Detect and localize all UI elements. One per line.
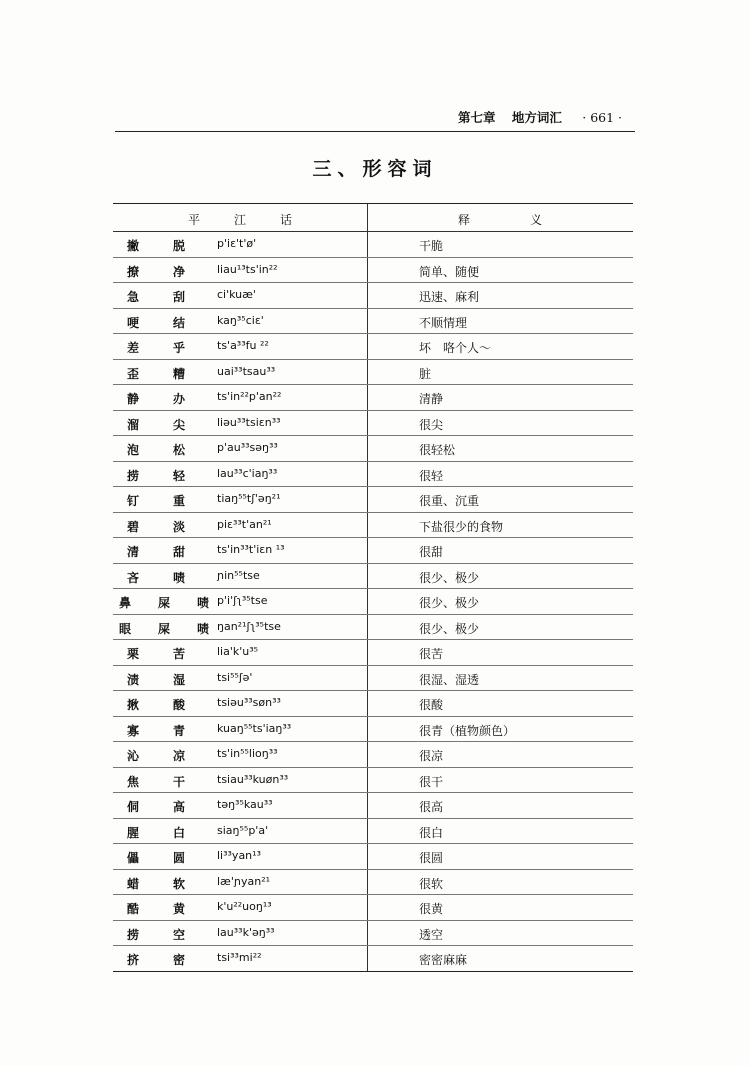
- definition: 很少、极少: [419, 621, 480, 636]
- table-row: [113, 232, 633, 258]
- word-char: 黄: [172, 902, 185, 916]
- word-char: 侗: [127, 800, 140, 814]
- dialect-word: [127, 671, 185, 688]
- definition: 下盐很少的食物: [419, 519, 504, 534]
- pronunciation: ɲin⁵⁵tse: [217, 568, 260, 582]
- pronunciation: lau³³c'iaŋ³³: [217, 466, 278, 480]
- definition: 透空: [419, 927, 444, 942]
- word-char: 青: [172, 723, 185, 738]
- word-char: 松: [172, 443, 185, 457]
- table-body: [113, 232, 633, 971]
- word-char: 渍: [127, 672, 140, 687]
- dialect-word: [127, 365, 185, 382]
- table-row: [113, 283, 633, 309]
- page-number: · 661 ·: [582, 110, 623, 125]
- header-dialect: 平江话: [187, 213, 326, 227]
- definition: 简单、随便: [419, 264, 480, 279]
- pronunciation: tsiəu³³søn³³: [217, 696, 281, 709]
- pronunciation: liau¹³ts'in²²: [217, 262, 278, 276]
- pronunciation: p'au³³səŋ³³: [217, 441, 278, 454]
- table-header: [113, 204, 633, 232]
- word-char: 空: [172, 927, 185, 942]
- dialect-word: [127, 645, 185, 662]
- definition: 很少、极少: [419, 596, 480, 610]
- word-char: 苦: [172, 647, 185, 661]
- word-char: 鼻: [119, 596, 132, 610]
- definition: 坏 咯个人～: [419, 341, 492, 355]
- pronunciation: ts'in²²p'an²²: [217, 390, 282, 403]
- pronunciation: li³³yan¹³: [217, 849, 261, 862]
- pronunciation: lia'k'u³⁵: [217, 645, 259, 658]
- table-row: [113, 411, 633, 437]
- dialect-word: [127, 237, 185, 254]
- word-char: 捞: [127, 468, 140, 483]
- pronunciation: liəu³³tsiɛn³³: [217, 415, 281, 429]
- dialect-word: [127, 288, 185, 305]
- definition: 很凉: [419, 749, 444, 763]
- header-rule: [115, 131, 635, 132]
- pronunciation: ts'in³³t'iɛn ¹³: [217, 543, 285, 556]
- vocabulary-table: [113, 203, 633, 972]
- dialect-word: [127, 747, 185, 764]
- word-char: 蜡: [127, 876, 140, 891]
- pronunciation: ŋan²¹ʃʅ³⁵tse: [217, 619, 281, 633]
- pronunciation: piɛ³³t'an²¹: [217, 517, 272, 531]
- word-char: 清: [127, 545, 140, 559]
- dialect-word: [127, 696, 185, 713]
- definition: 密密麻麻: [419, 953, 468, 967]
- word-char: 屎: [157, 596, 170, 610]
- word-char: 高: [172, 800, 185, 814]
- pronunciation: tiaŋ⁵⁵tʃ'əŋ²¹: [217, 492, 281, 505]
- word-char: 啧: [172, 570, 185, 585]
- word-char: 尖: [172, 417, 185, 432]
- word-char: 啧: [196, 596, 209, 610]
- table-row: [113, 819, 633, 845]
- definition: 很少、极少: [419, 570, 480, 585]
- table-row: [113, 487, 633, 513]
- table-row: [113, 513, 633, 539]
- word-char: 重: [172, 494, 185, 508]
- dialect-word: [127, 722, 185, 739]
- word-char: 糟: [172, 366, 185, 381]
- word-char: 焦: [127, 774, 140, 789]
- dialect-word: [127, 416, 185, 433]
- table-row: [113, 640, 633, 666]
- section-title: 三、形容词: [312, 158, 438, 180]
- word-char: 刮: [172, 290, 185, 304]
- pronunciation: tsiau³³kuøn³³: [217, 772, 289, 786]
- word-char: 吝: [127, 570, 140, 585]
- dialect-word: [127, 900, 185, 917]
- word-char: 栗: [127, 647, 140, 661]
- dialect-word: [127, 569, 185, 586]
- word-char: 寡: [127, 723, 140, 738]
- dialect-word: [127, 314, 185, 331]
- word-char: 溜: [127, 417, 140, 432]
- table-row: [113, 921, 633, 947]
- pronunciation: k'u²²uoŋ¹³: [217, 900, 272, 913]
- table-row: [113, 666, 633, 692]
- pronunciation: ci'kuæ': [217, 288, 256, 301]
- dialect-word: [127, 518, 185, 535]
- pronunciation: tsi⁵⁵ʃə': [217, 670, 253, 684]
- pronunciation: kaŋ³⁵ciɛ': [217, 313, 264, 327]
- dialect-word: [127, 339, 185, 356]
- definition: 不顺情理: [419, 315, 468, 330]
- dialect-word: [127, 798, 185, 815]
- table-row: [113, 844, 633, 870]
- definition: 干脆: [419, 239, 444, 253]
- table-row: [113, 946, 633, 971]
- dialect-word: [127, 263, 185, 280]
- pronunciation: uai³³tsau³³: [217, 364, 276, 378]
- pronunciation: ts'in⁵⁵lioŋ³³: [217, 747, 278, 760]
- table-row: [113, 258, 633, 284]
- pronunciation: təŋ³⁵kau³³: [217, 798, 273, 811]
- dialect-word: [119, 594, 209, 611]
- pronunciation: tsi³³mi²²: [217, 951, 262, 964]
- word-char: 捞: [127, 927, 140, 942]
- word-char: 甜: [172, 545, 185, 559]
- pronunciation: siaŋ⁵⁵p'a': [217, 823, 269, 837]
- word-char: 眼: [119, 621, 132, 636]
- word-char: 软: [172, 876, 185, 891]
- dialect-word: [127, 926, 185, 943]
- definition: 很酸: [419, 698, 444, 712]
- definition: 很甜: [419, 545, 444, 559]
- word-char: 乎: [172, 341, 185, 355]
- word-char: 净: [172, 264, 185, 279]
- word-char: 揪: [127, 698, 140, 712]
- word-char: 碧: [127, 519, 140, 534]
- word-char: 屎: [157, 621, 170, 636]
- dialect-word: [127, 773, 185, 790]
- dialect-word: [127, 849, 185, 866]
- definition: 很湿、湿透: [419, 672, 480, 687]
- table-row: [113, 768, 633, 794]
- definition: 很轻: [419, 468, 444, 483]
- table-row: [113, 615, 633, 641]
- word-char: 撇: [127, 239, 140, 253]
- table-row: [113, 309, 633, 335]
- dialect-word: [127, 875, 185, 892]
- dialect-word: [127, 543, 185, 560]
- dialect-word: [119, 620, 209, 637]
- word-char: 湿: [172, 672, 185, 687]
- pronunciation: kuaŋ⁵⁵ts'iaŋ³³: [217, 721, 292, 735]
- word-char: 办: [172, 392, 185, 406]
- word-char: 白: [172, 825, 185, 840]
- word-char: 腥: [127, 825, 140, 840]
- word-char: 啧: [196, 621, 209, 636]
- dialect-word: [127, 951, 185, 968]
- word-char: 歪: [127, 366, 140, 381]
- definition: 脏: [419, 366, 432, 381]
- pronunciation: lau³³k'əŋ³³: [217, 925, 275, 939]
- pronunciation: p'i'ʃʅ³⁵tse: [217, 594, 268, 607]
- running-head: [458, 108, 622, 126]
- word-char: 撩: [127, 264, 140, 279]
- pronunciation: læ'ɲyan²¹: [217, 874, 271, 888]
- definition: 很轻松: [419, 443, 456, 457]
- word-char: 急: [127, 290, 140, 304]
- definition: 很黄: [419, 902, 444, 916]
- table-row: [113, 717, 633, 743]
- pronunciation: ts'a³³fu ²²: [217, 339, 269, 352]
- definition: 很尖: [419, 417, 444, 432]
- dialect-word: [127, 492, 185, 509]
- word-char: 干: [172, 774, 185, 789]
- table-row: [113, 589, 633, 615]
- word-char: 圆: [172, 851, 185, 865]
- word-char: 泡: [127, 443, 140, 457]
- word-char: 脱: [172, 239, 185, 253]
- word-char: 差: [127, 341, 140, 355]
- dialect-word: [127, 467, 185, 484]
- word-char: 钉: [127, 494, 140, 508]
- word-char: 淡: [172, 519, 185, 534]
- table-row: [113, 385, 633, 411]
- definition: 很苦: [419, 647, 444, 661]
- definition: 很干: [419, 774, 444, 789]
- table-row: [113, 334, 633, 360]
- dialect-word: [127, 824, 185, 841]
- word-char: 酸: [172, 698, 185, 712]
- chapter-label: 第七章: [458, 110, 496, 125]
- definition: 很青（植物颜色）: [419, 723, 516, 738]
- word-char: 沁: [127, 749, 140, 763]
- word-char: 密: [172, 953, 185, 967]
- table-row: [113, 564, 633, 590]
- word-char: 凉: [172, 749, 185, 763]
- dialect-word: [127, 441, 185, 458]
- table-row: [113, 360, 633, 386]
- table-row: [113, 462, 633, 488]
- table-row: [113, 870, 633, 896]
- table-row: [113, 793, 633, 819]
- dialect-word: [127, 390, 185, 407]
- definition: 迅速、麻利: [419, 290, 480, 304]
- definition: 很重、沉重: [419, 494, 480, 508]
- word-char: 哽: [127, 315, 140, 330]
- section-label: 地方词汇: [511, 110, 562, 125]
- definition: 很软: [419, 876, 444, 891]
- word-char: 儡: [127, 851, 140, 865]
- definition: 很高: [419, 800, 444, 814]
- word-char: 静: [127, 392, 140, 406]
- table-row: [113, 742, 633, 768]
- table-row: [113, 538, 633, 564]
- table-row: [113, 691, 633, 717]
- definition: 清静: [419, 392, 444, 406]
- table-row: [113, 436, 633, 462]
- word-char: 酷: [127, 902, 140, 916]
- pronunciation: p'iɛ't'ø': [217, 237, 257, 250]
- word-char: 挤: [127, 953, 140, 967]
- definition: 很白: [419, 825, 444, 840]
- definition: 很圆: [419, 851, 444, 865]
- word-char: 结: [172, 315, 185, 330]
- table-row: [113, 895, 633, 921]
- header-meaning: 释义: [457, 213, 602, 227]
- word-char: 轻: [172, 468, 185, 483]
